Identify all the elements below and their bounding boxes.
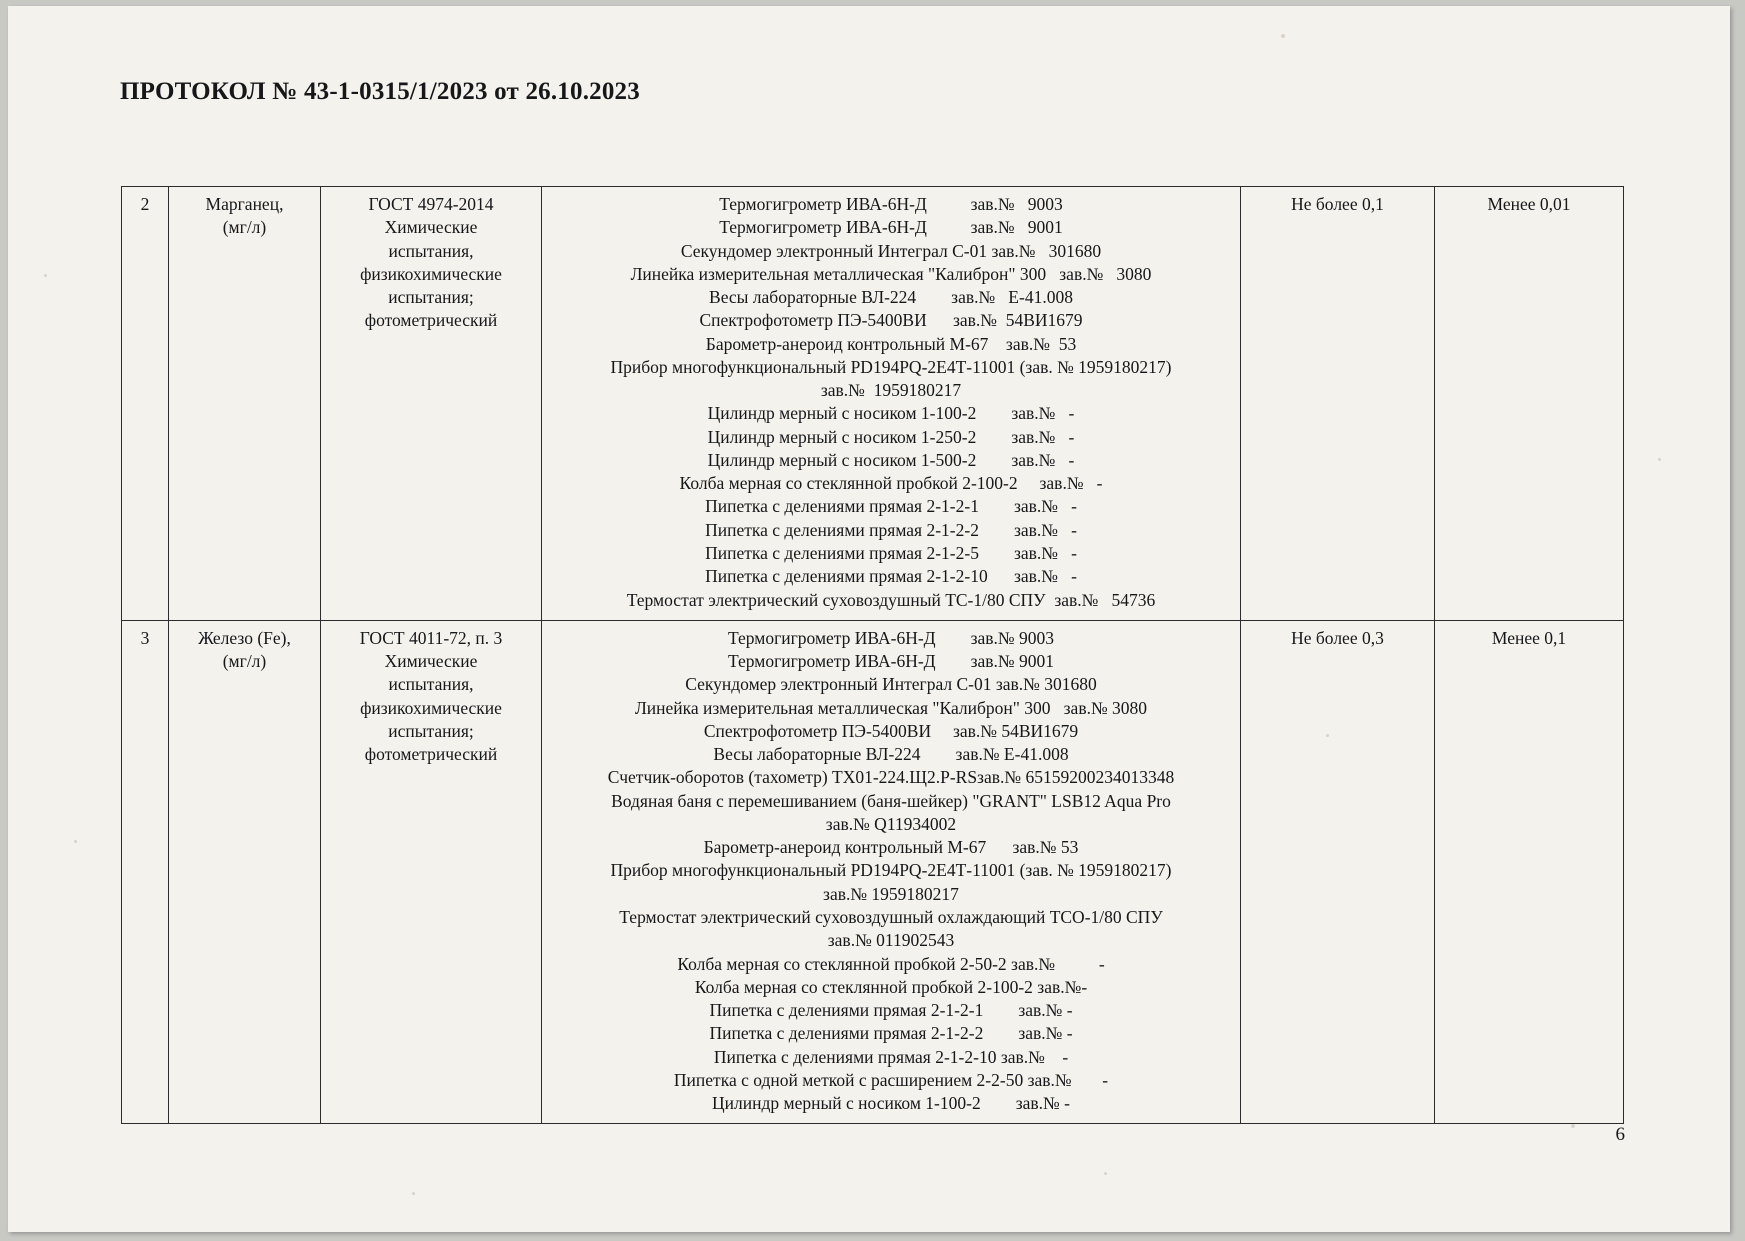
parameter-line: Марганец, xyxy=(205,194,284,214)
table-row xyxy=(122,620,1624,1124)
equipment-line: Колба мерная со стеклянной пробкой 2-50-2 зав.№ - xyxy=(677,953,1105,974)
equipment-line: Цилиндр мерный с носиком 1-100-2 зав.№ - xyxy=(712,1093,1070,1114)
row-method xyxy=(321,187,542,621)
method-line: фотометрический xyxy=(364,310,498,331)
equipment-line: Термогигрометр ИВА-6Н-Д зав.№ 9003 xyxy=(727,627,1055,648)
equipment-line: Термогигрометр ИВА-6Н-Д зав.№ 9001 xyxy=(727,651,1055,672)
row-parameter xyxy=(169,187,321,621)
equipment-line: Пипетка с делениями прямая 2-1-2-2 зав.№ - xyxy=(709,1023,1073,1044)
row-norm: Не более 0,3 xyxy=(1241,620,1435,1124)
equipment-line: Барометр-анероид контрольный М-67 зав.№ 53 xyxy=(703,837,1079,858)
row-method xyxy=(321,620,542,1124)
equipment-line: Пипетка с делениями прямая 2-1-2-1 зав.№ - xyxy=(705,496,1077,517)
parameter-line: (мг/л) xyxy=(222,651,267,672)
method-line: физикохимические xyxy=(360,697,502,718)
row-number: 3 xyxy=(122,620,169,1124)
equipment-line: Цилиндр мерный с носиком 1-100-2 зав.№ - xyxy=(707,403,1075,424)
equipment-line: Весы лабораторные ВЛ-224 зав.№ Е-41.008 xyxy=(713,744,1069,765)
row-norm: Не более 0,1 xyxy=(1241,187,1435,621)
parameter-line: Железо (Fe), xyxy=(198,627,291,648)
method-line: ГОСТ 4011-72, п. 3 xyxy=(359,627,503,648)
equipment-line: Спектрофотометр ПЭ-5400ВИ зав.№ 54ВИ1679 xyxy=(699,310,1083,331)
equipment-line: Цилиндр мерный с носиком 1-500-2 зав.№ - xyxy=(707,449,1075,470)
method-line: испытания, xyxy=(388,674,474,695)
equipment-line: Термостат электрический суховоздушный охлаждающий ТСО-1/80 СПУ xyxy=(619,906,1163,927)
equipment-line: Прибор многофункциональный PD194PQ-2Е4Т-11001 (зав. № 1959180217) xyxy=(610,356,1172,377)
equipment-line: Пипетка с делениями прямая 2-1-2-1 зав.№ - xyxy=(709,1000,1073,1021)
method-line: фотометрический xyxy=(364,744,498,765)
equipment-line: Линейка измерительная металлическая "Калиброн" 300 зав.№ 3080 xyxy=(634,697,1148,718)
method-line: испытания; xyxy=(388,287,474,308)
equipment-line: Спектрофотометр ПЭ-5400ВИ зав.№ 54ВИ1679 xyxy=(703,720,1079,741)
equipment-line: Линейка измерительная металлическая "Калиброн" 300 зав.№ 3080 xyxy=(630,263,1152,284)
method-line: Химические xyxy=(384,651,478,672)
document-page xyxy=(8,6,1730,1232)
equipment-line: Прибор многофункциональный PD194PQ-2Е4Т-11001 (зав. № 1959180217) xyxy=(610,860,1172,881)
equipment-line: Счетчик-оборотов (тахометр) ТХ01-224.Щ2.Р-RSзав.№ 65159200234013348 xyxy=(607,767,1175,788)
equipment-line: зав.№ 1959180217 xyxy=(820,380,962,401)
equipment-line: Колба мерная со стеклянной пробкой 2-100-2 зав.№- xyxy=(694,976,1088,997)
equipment-line: Пипетка с одной меткой с расширением 2-2-50 зав.№ - xyxy=(673,1069,1109,1090)
row-result: Менее 0,1 xyxy=(1435,620,1624,1124)
method-line: Химические xyxy=(384,217,478,238)
method-line: ГОСТ 4974-2014 xyxy=(368,194,494,214)
page-number: 6 xyxy=(1615,1124,1625,1145)
equipment-line: Термогигрометр ИВА-6Н-Д зав.№ 9001 xyxy=(719,217,1063,238)
method-line: физикохимические xyxy=(360,263,502,284)
measurements-table xyxy=(121,186,1624,1124)
equipment-line: зав.№ 011902543 xyxy=(827,930,955,951)
row-equipment xyxy=(542,187,1241,621)
equipment-line: Барометр-анероид контрольный М-67 зав.№ 53 xyxy=(705,333,1077,354)
row-result: Менее 0,01 xyxy=(1435,187,1624,621)
equipment-line: Пипетка с делениями прямая 2-1-2-5 зав.№ - xyxy=(705,542,1077,563)
equipment-line: Секундомер электронный Интеграл С-01 зав.№ 301680 xyxy=(685,674,1097,695)
row-parameter xyxy=(169,620,321,1124)
equipment-line: Секундомер электронный Интеграл С-01 зав.№ 301680 xyxy=(680,240,1102,261)
method-line: испытания; xyxy=(388,720,474,741)
equipment-line: Пипетка с делениями прямая 2-1-2-10 зав.№ - xyxy=(705,566,1077,587)
table-row xyxy=(122,187,1624,621)
equipment-line: Водяная баня с перемешиванием (баня-шейкер) "GRANT" LSB12 Aqua Pro xyxy=(611,790,1171,811)
equipment-line: зав.№ 1959180217 xyxy=(823,883,959,904)
row-equipment xyxy=(542,620,1241,1124)
equipment-line: Весы лабораторные ВЛ-224 зав.№ Е-41.008 xyxy=(709,287,1073,308)
page-title: ПРОТОКОЛ № 43-1-0315/1/2023 от 26.10.2023 xyxy=(120,78,640,105)
equipment-line: Термостат электрический суховоздушный ТС-1/80 СПУ зав.№ 54736 xyxy=(626,589,1156,610)
row-number: 2 xyxy=(122,187,169,621)
equipment-line: Термогигрометр ИВА-6Н-Д зав.№ 9003 xyxy=(719,194,1063,214)
equipment-line: Пипетка с делениями прямая 2-1-2-2 зав.№ - xyxy=(705,519,1077,540)
equipment-line: Колба мерная со стеклянной пробкой 2-100-2 зав.№ - xyxy=(679,473,1103,494)
equipment-line: зав.№ Q11934002 xyxy=(825,813,957,834)
parameter-line: (мг/л) xyxy=(222,217,267,238)
equipment-line: Пипетка с делениями прямая 2-1-2-10 зав.№ - xyxy=(713,1046,1069,1067)
method-line: испытания, xyxy=(388,240,474,261)
equipment-line: Цилиндр мерный с носиком 1-250-2 зав.№ - xyxy=(707,426,1075,447)
